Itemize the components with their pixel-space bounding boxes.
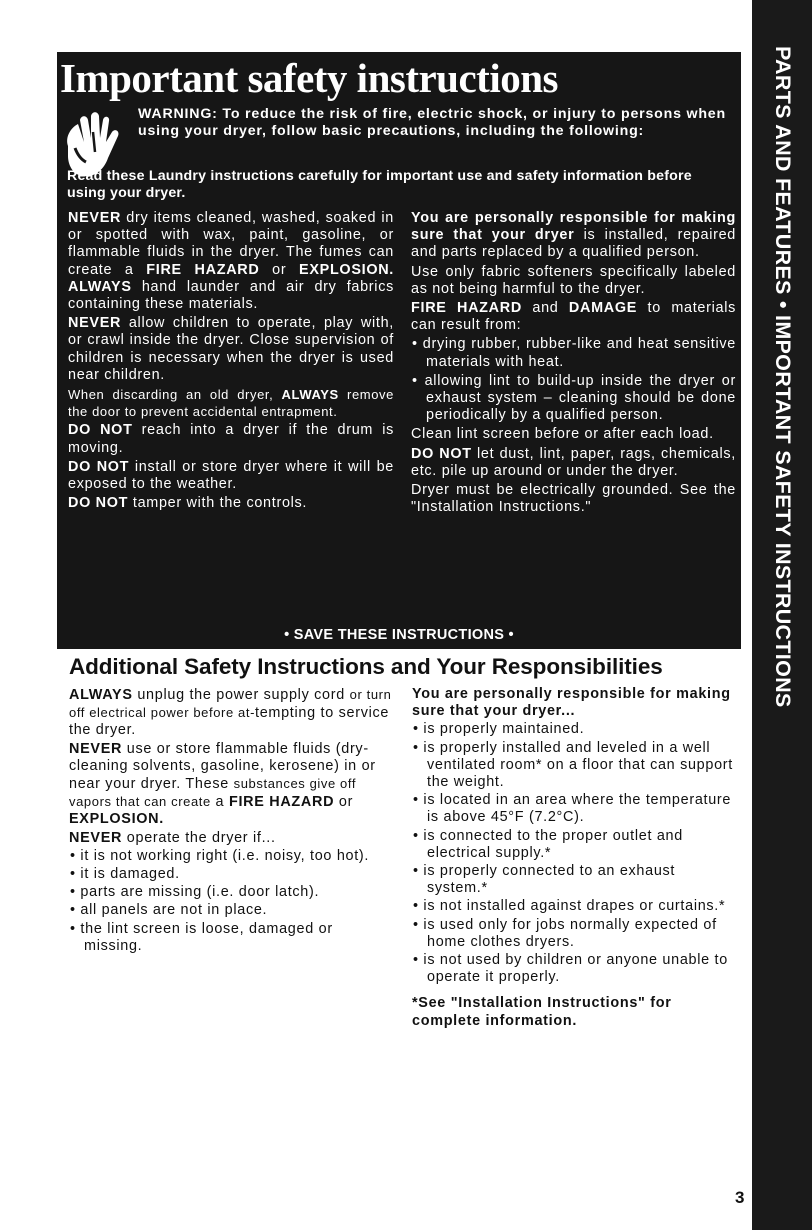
add-left-bullet: • it is damaged.	[70, 866, 180, 883]
read-instructions-note: Read these Laundry instructions carefully for important use and safety information before using your dryer.	[67, 168, 692, 202]
add-left-para-2: NEVER use or store flammable fluids (dry-cleaning solvents, gasoline, kerosene) in or near your dryer. These substances give off vapors that can create a FIRE HAZARD or EXPLOSION.	[69, 740, 376, 828]
box-left-para-2: NEVER allow children to operate, play with, or crawl inside the dryer. Close supervision of children is necessary when the dryer is used near children.	[68, 315, 394, 383]
box-right-bullet-2: • allowing lint to build-up inside the dryer or exhaust system – cleaning should be done periodically by a qualified person.	[412, 372, 736, 424]
save-instructions-line: • SAVE THESE INSTRUCTIONS •	[284, 627, 514, 643]
box-right-para-3: FIRE HAZARD and DAMAGE to materials can result from:	[411, 300, 736, 334]
box-left-para-5: DO NOT install or store dryer where it will be exposed to the weather.	[68, 458, 394, 493]
box-left-para-3: When discarding an old dryer, ALWAYS remove the door to prevent accidental entrapment.	[68, 387, 394, 420]
add-right-bullet: • is connected to the proper outlet and electrical supply.*	[413, 827, 683, 861]
add-left-para-1: ALWAYS unplug the power supply cord or turn off electrical power before at-tempting to service the dryer.	[69, 687, 392, 739]
add-left-para-3: NEVER operate the dryer if...	[69, 829, 276, 846]
box-right-column	[411, 210, 736, 518]
add-right-bullet: • is used only for jobs normally expected of home clothes dryers.	[413, 916, 717, 950]
box-left-para-4: DO NOT reach into a dryer if the drum is moving.	[68, 422, 394, 456]
box-right-para-5: DO NOT let dust, lint, paper, rags, chemicals, etc. pile up around or under the dryer.	[411, 445, 736, 479]
safety-warning-box	[57, 52, 741, 649]
add-right-bullet: • is properly installed and leveled in a well ventilated room* on a floor that can support the weight.	[413, 739, 733, 791]
add-right-bullet: • is not installed against drapes or curtains.*	[413, 898, 726, 915]
page-number: 3	[735, 1188, 745, 1207]
warning-statement: WARNING: To reduce the risk of fire, electric shock, or injury to persons when using your dryer, follow basic precautions, including the following:	[138, 106, 726, 140]
box-left-para-1: NEVER dry items cleaned, washed, soaked in or spotted with wax, paint, gasoline, or flammable fluids in the dryer. The fumes can create a FIRE HAZARD or EXPLOSION. ALWAYS hand launder and air dry fabrics containing these materials.	[68, 210, 395, 313]
additional-heading: Additional Safety Instructions and Your Responsibilities	[69, 654, 663, 679]
additional-right-column	[412, 686, 737, 1031]
installation-footnote: *See "Installation Instructions" for complete information.	[412, 995, 672, 1029]
add-right-intro: You are personally responsible for making sure that your dryer...	[412, 686, 731, 720]
add-left-bullet: • it is not working right (i.e. noisy, too hot).	[70, 847, 370, 864]
side-tab-label: PARTS AND FEATURES • IMPORTANT SAFETY INSTRUCTIONS	[771, 46, 795, 708]
add-left-bullet: • all panels are not in place.	[70, 902, 268, 919]
add-right-bullet: • is properly connected to an exhaust system.*	[413, 863, 676, 897]
box-left-para-6: DO NOT tamper with the controls.	[68, 495, 308, 512]
box-left-column	[68, 210, 394, 514]
add-right-bullet: • is located in an area where the temperature is above 45°F (7.2°C).	[413, 792, 732, 826]
add-right-bullet: • is not used by children or anyone unable to operate it properly.	[413, 952, 728, 986]
add-left-bullet: • parts are missing (i.e. door latch).	[70, 884, 320, 901]
add-left-bullet: • the lint screen is loose, damaged or missing.	[70, 920, 333, 954]
box-right-para-4: Clean lint screen before or after each load.	[411, 426, 714, 443]
box-right-bullet-1: • drying rubber, rubber-like and heat sensitive materials with heat.	[412, 336, 736, 370]
additional-left-column	[69, 686, 395, 956]
box-right-para-6: Dryer must be electrically grounded. See the "Installation Instructions."	[411, 482, 736, 516]
box-right-para-1: You are personally responsible for making sure that your dryer is installed, repaired and parts replaced by a qualified person.	[411, 210, 736, 261]
page-title: Important safety instructions	[60, 55, 558, 101]
box-right-para-2: Use only fabric softeners specifically labeled as not being harmful to the dryer.	[411, 263, 736, 297]
add-right-bullet: • is properly maintained.	[413, 721, 585, 738]
